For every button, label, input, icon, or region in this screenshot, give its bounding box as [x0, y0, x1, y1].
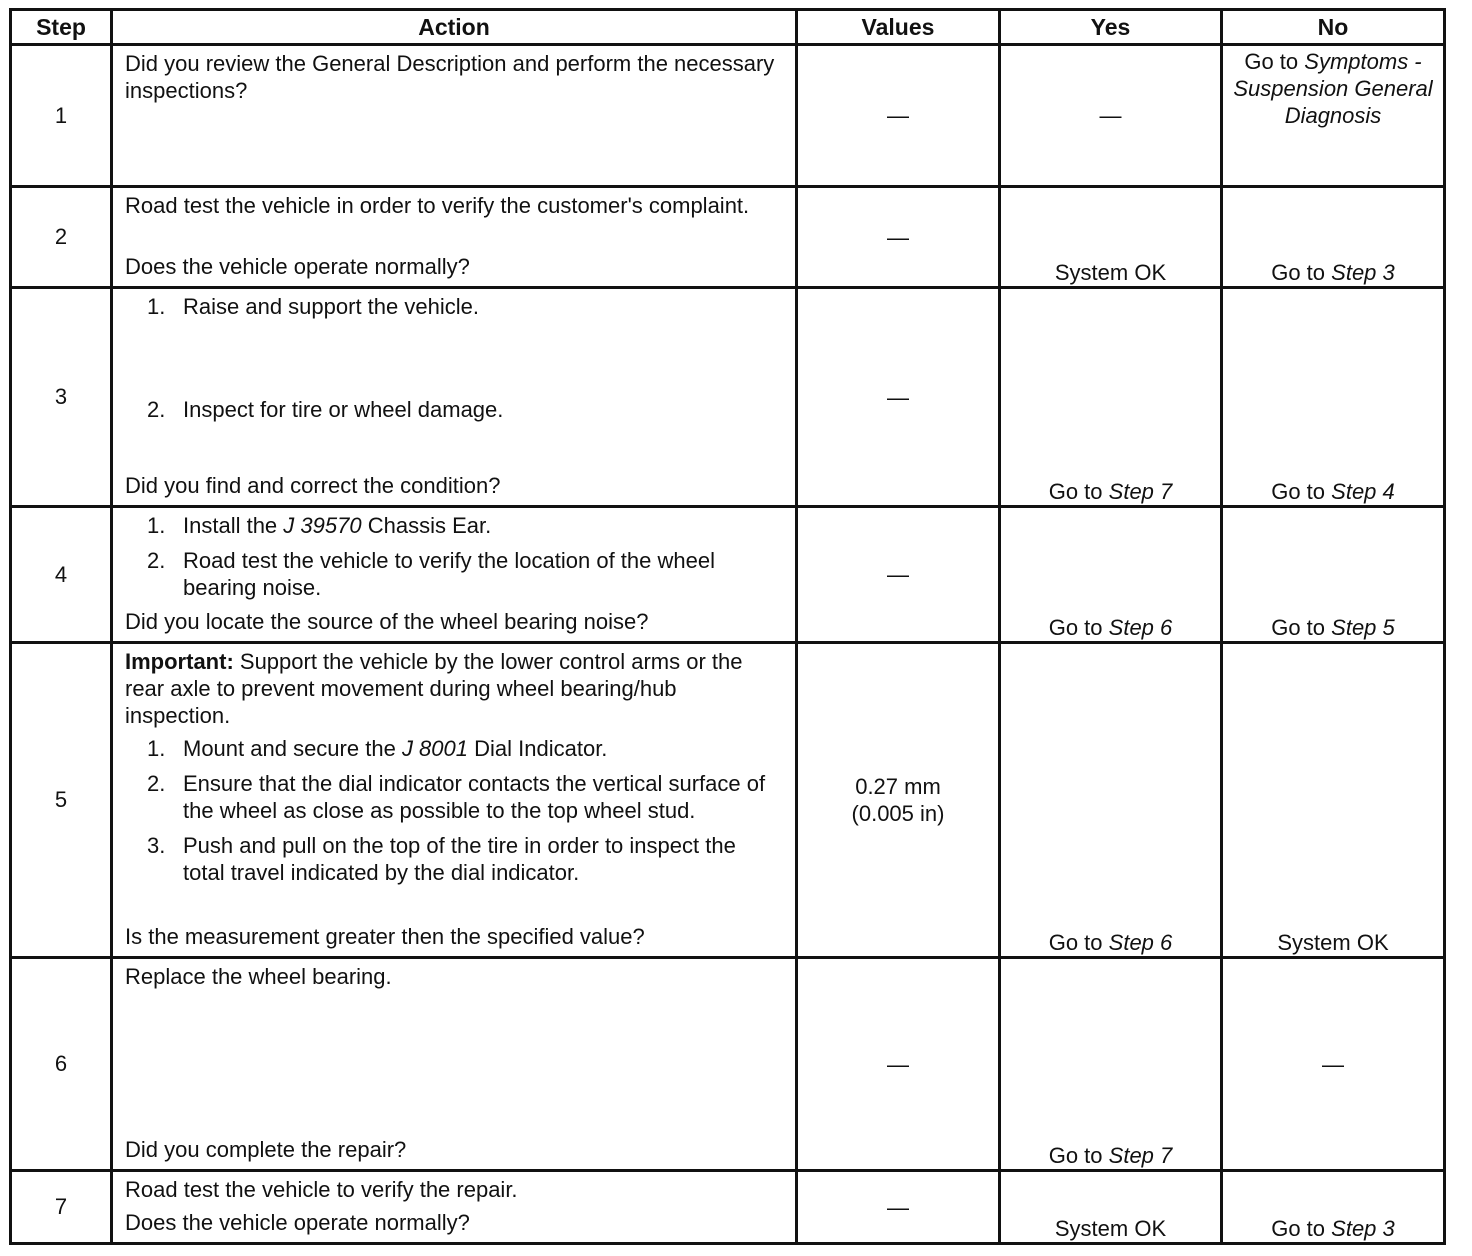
action-text: Road test the vehicle in order to verify the customer's complaint.: [125, 193, 750, 218]
no-cell: [1222, 507, 1445, 643]
value-imperial: (0.005 in): [851, 801, 945, 826]
value-metric: 0.27 mm: [855, 774, 941, 799]
step-number: 4: [11, 507, 112, 643]
no-cell: [1222, 288, 1445, 507]
tool-number: J 8001: [401, 736, 468, 761]
action-cell: [112, 45, 797, 187]
important-note: [125, 648, 783, 729]
action-list: [125, 512, 783, 601]
values-cell: —: [797, 507, 1000, 643]
header-row: [11, 10, 1445, 45]
list-item: 2. Ensure that the dial indicator contacts the vertical surface of the wheel as close as possible to the top wheel stud.: [147, 771, 766, 823]
list-item: 3. Push and pull on the top of the tire in order to inspect the total travel indicated by the dial indicator.: [147, 833, 736, 885]
action-cell: [112, 187, 797, 288]
yes-cell: [1000, 643, 1222, 958]
header-step: Step: [11, 10, 112, 45]
yes-cell: [1000, 958, 1222, 1171]
no-cell: System OK: [1222, 643, 1445, 958]
yes-prefix: Go to: [1048, 479, 1103, 504]
action-cell: [112, 643, 797, 958]
list-item: 2. Road test the vehicle to verify the location of the wheel bearing noise.: [147, 548, 715, 600]
action-list: [125, 729, 783, 886]
action-cell: [112, 958, 797, 1171]
no-prefix: Go to: [1271, 260, 1326, 285]
no-prefix: Go to: [1271, 479, 1326, 504]
no-link[interactable]: Symptoms - Suspension General Diagnosis: [1233, 49, 1433, 128]
action-question: Does the vehicle operate normally?: [125, 254, 470, 279]
action-question: Does the vehicle operate normally?: [125, 1210, 470, 1235]
table-row-step-1: [11, 45, 1445, 187]
step-number: 7: [11, 1171, 112, 1244]
list-item: 1. Install the J 39570 Chassis Ear.: [147, 513, 492, 538]
no-link[interactable]: Step 3: [1331, 260, 1395, 285]
list-item: 1. Mount and secure the J 8001 Dial Indicator.: [147, 736, 608, 761]
no-cell: [1222, 1171, 1445, 1244]
table-row-step-7: [11, 1171, 1445, 1244]
action-text: Did you review the General Description and perform the necessary inspections?: [125, 51, 775, 103]
no-prefix: Go to: [1244, 49, 1299, 74]
header-action: Action: [112, 10, 797, 45]
no-cell: [1222, 187, 1445, 288]
step-number: 6: [11, 958, 112, 1171]
action-list: [125, 293, 783, 423]
yes-cell: System OK: [1000, 1171, 1222, 1244]
yes-link[interactable]: Step 6: [1108, 930, 1173, 955]
action-question: Did you locate the source of the wheel bearing noise?: [125, 609, 649, 634]
no-link[interactable]: Step 4: [1331, 479, 1395, 504]
yes-link[interactable]: Step 6: [1108, 615, 1173, 640]
header-yes: Yes: [1000, 10, 1222, 45]
diagnostic-table: [9, 8, 1446, 1245]
no-prefix: Go to: [1271, 615, 1326, 640]
action-cell: [112, 288, 797, 507]
no-prefix: Go to: [1271, 1216, 1326, 1241]
action-question: Did you complete the repair?: [125, 1137, 407, 1162]
action-cell: [112, 507, 797, 643]
values-cell: —: [797, 45, 1000, 187]
yes-prefix: Go to: [1048, 930, 1103, 955]
yes-link[interactable]: Step 7: [1108, 479, 1173, 504]
action-text: Replace the wheel bearing.: [125, 964, 392, 989]
important-label: Important:: [125, 649, 234, 674]
no-cell: [1222, 45, 1445, 187]
table-row-step-2: [11, 187, 1445, 288]
yes-prefix: Go to: [1048, 615, 1103, 640]
yes-prefix: Go to: [1048, 1143, 1103, 1168]
action-cell: [112, 1171, 797, 1244]
action-text: Road test the vehicle to verify the repair.: [125, 1177, 518, 1202]
step-number: 1: [11, 45, 112, 187]
header-values: Values: [797, 10, 1000, 45]
step-number: 3: [11, 288, 112, 507]
yes-cell: [1000, 507, 1222, 643]
list-item: 1. Raise and support the vehicle.: [147, 294, 479, 319]
values-cell: —: [797, 187, 1000, 288]
yes-cell: —: [1000, 45, 1222, 187]
table-row-step-6: [11, 958, 1445, 1171]
action-question: Did you find and correct the condition?: [125, 473, 501, 498]
step-number: 5: [11, 643, 112, 958]
action-question: Is the measurement greater then the specified value?: [125, 924, 645, 949]
no-cell: —: [1222, 958, 1445, 1171]
important-text: Support the vehicle by the lower control arms or the rear axle to prevent movement during wheel bearing/hub inspection.: [125, 649, 743, 728]
no-link[interactable]: Step 3: [1331, 1216, 1395, 1241]
yes-cell: [1000, 288, 1222, 507]
yes-cell: System OK: [1000, 187, 1222, 288]
yes-link[interactable]: Step 7: [1108, 1143, 1173, 1168]
header-no: No: [1222, 10, 1445, 45]
step-number: 2: [11, 187, 112, 288]
no-link[interactable]: Step 5: [1331, 615, 1395, 640]
values-cell: [797, 643, 1000, 958]
values-cell: —: [797, 1171, 1000, 1244]
values-cell: —: [797, 288, 1000, 507]
table-row-step-3: [11, 288, 1445, 507]
tool-number: J 39570: [283, 513, 362, 538]
table-row-step-5: [11, 643, 1445, 958]
values-cell: —: [797, 958, 1000, 1171]
table-row-step-4: [11, 507, 1445, 643]
list-item: 2. Inspect for tire or wheel damage.: [147, 397, 504, 422]
